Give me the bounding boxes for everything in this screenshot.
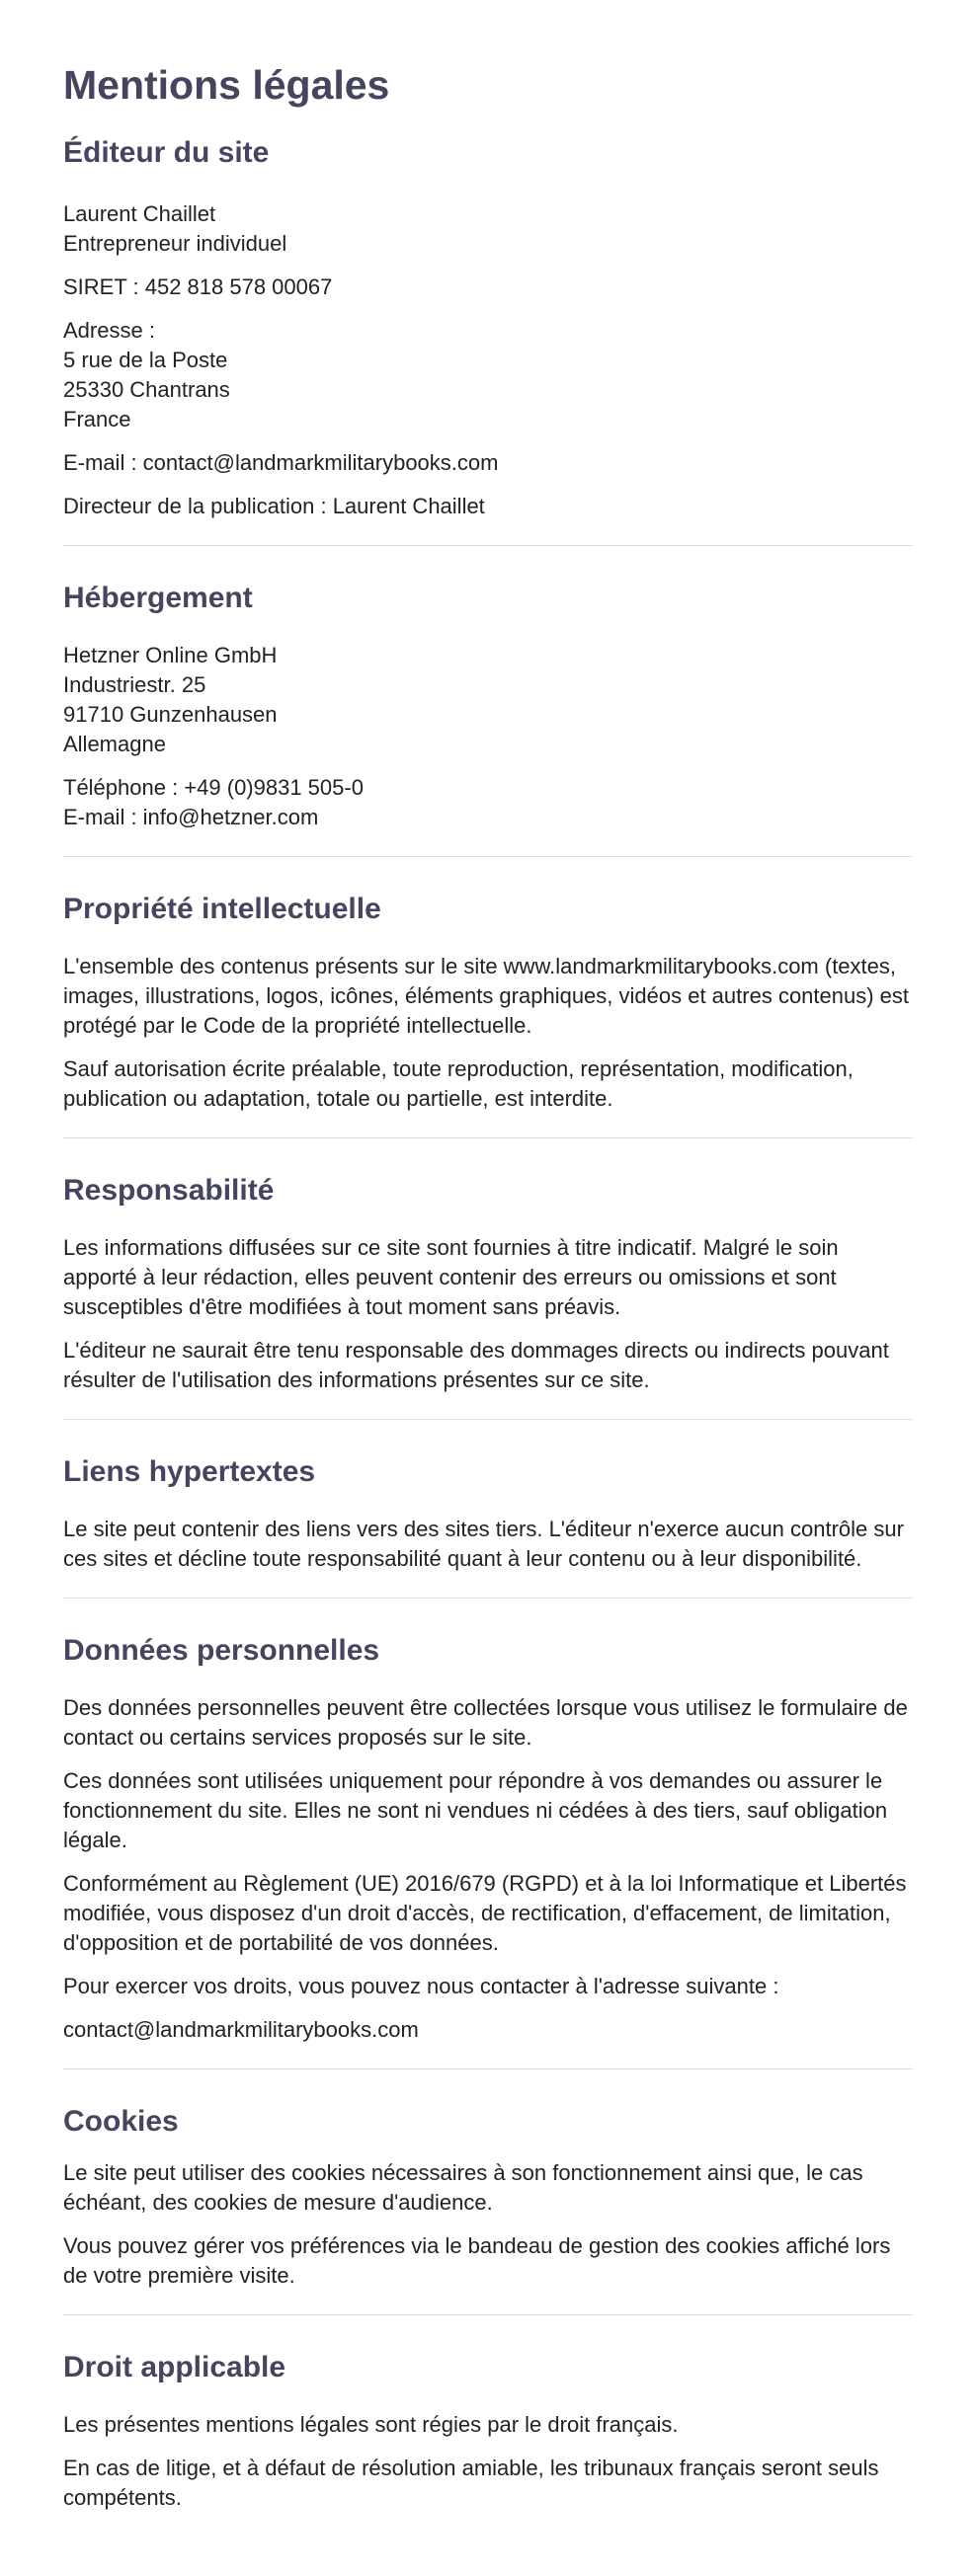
editeur-siret: SIRET : 452 818 578 00067 (63, 274, 333, 299)
donnees-paragraph: Pour exercer vos droits, vous pouvez nous contacter à l'adresse suivante : (63, 1974, 779, 1998)
droit-paragraph: Les présentes mentions légales sont régies par le droit français. (63, 2412, 679, 2437)
liens-paragraph: Le site peut contenir des liens vers des sites tiers. L'éditeur n'exerce aucun contrôle sur ces sites et décline toute responsabilité quant à leur contenu ou à leur disponibilité. (63, 1517, 904, 1571)
section-heading-propriete: Propriété intellectuelle (63, 893, 381, 925)
editeur-address-street: 5 rue de la Poste (63, 348, 228, 372)
section-propriete (63, 891, 913, 1138)
section-editeur (63, 134, 913, 546)
editeur-name-line: Laurent Chaillet (63, 201, 216, 226)
section-heading-donnees: Données personnelles (63, 1634, 380, 1667)
section-heading-responsabilite: Responsabilité (63, 1174, 275, 1207)
editeur-address-city: 25330 Chantrans (63, 377, 230, 402)
section-heading-editeur: Éditeur du site (63, 136, 270, 169)
hebergement-city: 91710 Gunzenhausen (63, 702, 278, 727)
donnees-paragraph: Conformément au Règlement (UE) 2016/679 (RGPD) et à la loi Informatique et Libertés modifiée, vous disposez d'un droit d'accès, de rectification, d'effacement, de limitation, d'opposition et de portabilité de vos données. (63, 1871, 907, 1955)
editeur-name (63, 199, 913, 259)
hebergement-email: E-mail : info@hetzner.com (63, 805, 319, 829)
editeur-status-line: Entrepreneur individuel (63, 231, 287, 256)
section-droit (63, 2349, 913, 2537)
responsabilite-paragraph: Les informations diffusées sur ce site sont fournies à titre indicatif. Malgré le soin apporté à leur rédaction, elles peuvent contenir des erreurs ou omissions et sont susceptibles d'être modifiées à tout moment sans préavis. (63, 1235, 839, 1319)
page-title: Mentions légales (63, 62, 390, 108)
donnees-paragraph: Ces données sont utilisées uniquement pour répondre à vos demandes ou assurer le fonctionnement du site. Elles ne sont ni vendues ni cédées à des tiers, sauf obligation légale. (63, 1768, 888, 1852)
hebergement-contact (63, 773, 913, 832)
propriete-paragraph: Sauf autorisation écrite préalable, toute reproduction, représentation, modification, publication ou adaptation, totale ou partielle, est interdite. (63, 1056, 854, 1111)
editeur-address-country: France (63, 407, 131, 431)
section-liens (63, 1453, 913, 1599)
section-heading-hebergement: Hébergement (63, 582, 253, 614)
hebergement-company: Hetzner Online GmbH (63, 643, 278, 667)
responsabilite-paragraph: L'éditeur ne saurait être tenu responsable des dommages directs ou indirects pouvant résulter de l'utilisation des informations présentes sur ce site. (63, 1338, 889, 1392)
section-heading-droit: Droit applicable (63, 2351, 286, 2383)
section-heading-cookies: Cookies (63, 2105, 179, 2138)
editeur-director: Directeur de la publication : Laurent Chaillet (63, 494, 485, 518)
hebergement-country: Allemagne (63, 732, 166, 756)
droit-paragraph: En cas de litige, et à défaut de résolution amiable, les tribunaux français seront seuls compétents. (63, 2456, 879, 2510)
hebergement-phone: Téléphone : +49 (0)9831 505-0 (63, 775, 364, 800)
section-heading-liens: Liens hypertextes (63, 1455, 316, 1488)
section-responsabilite (63, 1172, 913, 1420)
section-hebergement (63, 580, 913, 857)
editeur-address-label: Adresse : (63, 318, 155, 343)
editeur-address (63, 316, 913, 434)
donnees-paragraph: Des données personnelles peuvent être collectées lorsque vous utilisez le formulaire de contact ou certains services proposés sur le site. (63, 1695, 908, 1750)
hebergement-address (63, 641, 913, 759)
donnees-contact-email: contact@landmarkmilitarybooks.com (63, 2017, 419, 2042)
section-cookies (63, 2103, 913, 2315)
propriete-paragraph: L'ensemble des contenus présents sur le site www.landmarkmilitarybooks.com (textes, images, illustrations, logos, icônes, éléments graphiques, vidéos et autres contenus) est protégé par le Code de la propriété intellectuelle. (63, 954, 910, 1038)
hebergement-street: Industriestr. 25 (63, 672, 206, 697)
section-donnees (63, 1632, 913, 2069)
cookies-paragraph: Vous pouvez gérer vos préférences via le bandeau de gestion des cookies affiché lors de votre première visite. (63, 2233, 891, 2288)
editeur-email: E-mail : contact@landmarkmilitarybooks.com (63, 450, 499, 475)
cookies-paragraph: Le site peut utiliser des cookies nécessaires à son fonctionnement ainsi que, le cas échéant, des cookies de mesure d'audience. (63, 2160, 863, 2215)
